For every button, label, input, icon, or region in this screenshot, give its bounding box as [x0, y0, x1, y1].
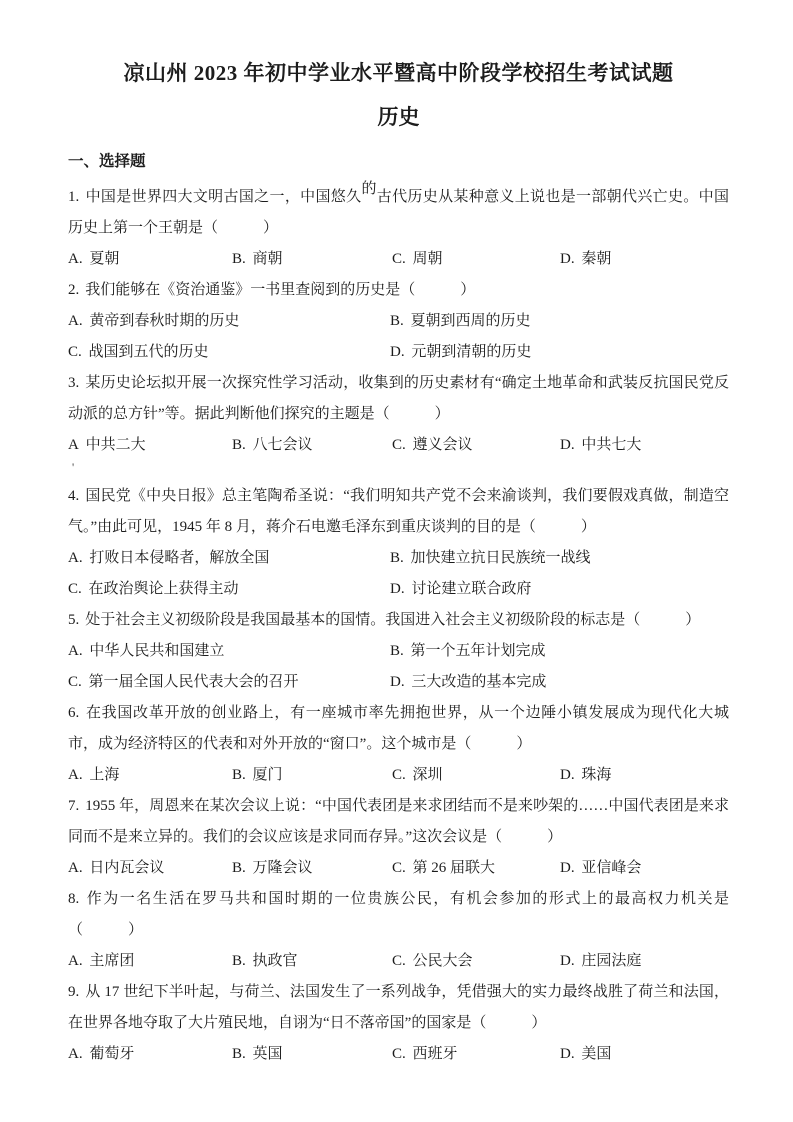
question-text-part: 从 17 世纪下半叶起，与荷兰、法国发生了一系列战争，凭借强大的实力最终战胜了荷兰和法国，在世界各地夺取了大片殖民地，自诩为“日不落帝国”的国家是（ ）	[68, 984, 729, 1031]
option-label: B.	[232, 953, 246, 969]
option-d	[390, 574, 729, 605]
question-text-part: 处于社会主义初级阶段是我国最基本的国情。我国进入社会主义初级阶段的标志是（ ）	[85, 612, 701, 628]
option-label: A.	[68, 953, 83, 969]
option-text: 在政治舆论上获得主动	[88, 581, 239, 597]
option-c	[392, 430, 560, 461]
option-b	[232, 853, 392, 884]
subject-title: 历史	[377, 105, 420, 129]
option-label: A.	[68, 643, 83, 659]
option-a	[68, 306, 390, 337]
option-label: D.	[560, 953, 575, 969]
option-label: A.	[68, 251, 83, 267]
option-text: 秦朝	[581, 251, 612, 267]
option-label: C.	[68, 581, 82, 597]
question-text-part: 古代历史从某种意义上说也是一部朝代兴亡史。中国历史上第一个王朝是（ ）	[68, 189, 729, 236]
option-b	[232, 430, 392, 461]
question-number: 8.	[68, 891, 80, 907]
question-5-text	[68, 605, 729, 636]
option-c	[392, 1039, 560, 1070]
superscript-char: 的	[361, 180, 377, 197]
option-label: D.	[390, 674, 405, 690]
option-label: C.	[392, 1046, 406, 1062]
option-label: A.	[68, 313, 83, 329]
option-text: 第一届全国人民代表大会的召开	[88, 674, 299, 690]
question-6-options	[68, 760, 729, 791]
option-c	[68, 667, 390, 698]
option-text: 商朝	[252, 251, 283, 267]
option-label: C.	[392, 953, 406, 969]
option-label: D.	[560, 437, 575, 453]
option-label: C.	[68, 674, 82, 690]
option-a	[68, 636, 390, 667]
option-a	[68, 760, 232, 791]
option-label: D.	[560, 1046, 575, 1062]
option-d	[560, 430, 729, 461]
question-text-part: 我们能够在《资治通鉴》一书里查阅到的历史是（ ）	[85, 282, 476, 298]
option-d	[560, 946, 729, 977]
option-text: 第 26 届联大	[412, 860, 496, 876]
option-text: 三大改造的基本完成	[411, 674, 547, 690]
question-4-options	[68, 543, 729, 605]
option-label: D.	[390, 581, 405, 597]
option-text: 亚信峰会	[581, 860, 642, 876]
question-8-options	[68, 946, 729, 977]
option-text: 执政官	[252, 953, 298, 969]
option-c	[68, 574, 390, 605]
question-2	[68, 275, 729, 368]
question-6	[68, 698, 729, 791]
option-label: B.	[390, 550, 404, 566]
option-label: A	[68, 437, 79, 453]
option-text: 中共七大	[581, 437, 642, 453]
question-text-part: 中国是世界四大文明古国之一，中国悠久	[85, 189, 362, 205]
option-c	[68, 337, 390, 368]
question-number: 4.	[68, 488, 80, 504]
option-text: 上海	[89, 767, 120, 783]
option-d	[560, 244, 729, 275]
option-d	[390, 667, 729, 698]
option-label: C.	[392, 860, 406, 876]
option-b	[390, 306, 729, 337]
option-label: A.	[68, 1046, 83, 1062]
option-text: 厦门	[252, 767, 283, 783]
question-3-options	[68, 430, 729, 461]
option-label: A.	[68, 860, 83, 876]
option-text: 元朝到清朝的历史	[411, 344, 532, 360]
option-label: B.	[232, 437, 246, 453]
option-d	[560, 853, 729, 884]
section-heading: 一、选择题	[68, 153, 146, 170]
option-label: C.	[68, 344, 82, 360]
question-3-text	[68, 368, 729, 430]
option-text: 八七会议	[252, 437, 313, 453]
option-label: A.	[68, 550, 83, 566]
option-text: 夏朝到西周的历史	[410, 313, 531, 329]
option-label: B.	[232, 251, 246, 267]
option-text: 遵义会议	[412, 437, 473, 453]
question-7-options	[68, 853, 729, 884]
question-9-text	[68, 977, 729, 1039]
option-label: B.	[390, 313, 404, 329]
option-text: 中华人民共和国建立	[89, 643, 225, 659]
option-b	[232, 760, 392, 791]
option-label: A.	[68, 767, 83, 783]
option-d	[560, 760, 729, 791]
option-label: C.	[392, 251, 406, 267]
option-label: B.	[232, 860, 246, 876]
option-b	[390, 636, 729, 667]
option-text: 公民大会	[412, 953, 473, 969]
option-label: D.	[390, 344, 405, 360]
option-c	[392, 244, 560, 275]
question-5	[68, 605, 729, 698]
question-number: 1.	[68, 189, 80, 205]
option-text: 黄帝到春秋时期的历史	[89, 313, 240, 329]
question-2-text	[68, 275, 729, 306]
question-5-options	[68, 636, 729, 698]
option-text: 美国	[581, 1046, 612, 1062]
page-title: 凉山州 2023 年初中学业水平暨高中阶段学校招生考试试题	[123, 61, 674, 85]
option-text: 万隆会议	[252, 860, 313, 876]
option-a	[68, 244, 232, 275]
question-text-part: 国民党《中央日报》总主笔陶希圣说：“我们明知共产党不会来渝谈判，我们要假戏真做，制造空气。”由此可见，1945 年 8 月，蒋介石电邀毛泽东到重庆谈判的目的是（ ）	[68, 488, 729, 535]
option-label: D.	[560, 860, 575, 876]
option-label: B.	[232, 767, 246, 783]
option-label: B.	[390, 643, 404, 659]
question-9	[68, 977, 729, 1070]
option-text: 英国	[252, 1046, 283, 1062]
option-text: 战国到五代的历史	[88, 344, 209, 360]
question-2-options	[68, 306, 729, 368]
option-text: 第一个五年计划完成	[410, 643, 546, 659]
question-9-options	[68, 1039, 729, 1070]
option-b	[232, 1039, 392, 1070]
option-a	[68, 430, 232, 461]
question-1	[68, 182, 729, 275]
option-label: B.	[232, 1046, 246, 1062]
option-text: 主席团	[89, 953, 135, 969]
question-4-text	[68, 481, 729, 543]
question-8	[68, 884, 729, 977]
option-d	[390, 337, 729, 368]
question-8-text	[68, 884, 729, 946]
question-number: 2.	[68, 282, 80, 298]
option-b	[232, 946, 392, 977]
question-4	[68, 481, 729, 605]
option-text: 日内瓦会议	[89, 860, 165, 876]
option-a	[68, 853, 232, 884]
question-3	[68, 368, 729, 481]
option-a	[68, 1039, 232, 1070]
option-label: D.	[560, 251, 575, 267]
question-7-text	[68, 791, 729, 853]
option-text: 夏朝	[89, 251, 120, 267]
question-number: 6.	[68, 705, 80, 721]
option-label: D.	[560, 767, 575, 783]
option-text: 葡萄牙	[89, 1046, 135, 1062]
option-text: 珠海	[581, 767, 612, 783]
option-d	[560, 1039, 729, 1070]
stray-print-mark: '	[72, 460, 75, 474]
question-number: 5.	[68, 612, 80, 628]
question-7	[68, 791, 729, 884]
option-c	[392, 853, 560, 884]
option-b	[390, 543, 729, 574]
option-a	[68, 946, 232, 977]
option-c	[392, 946, 560, 977]
option-text: 庄园法庭	[581, 953, 642, 969]
question-1-options	[68, 244, 729, 275]
question-list	[68, 182, 729, 1070]
option-text: 打败日本侵略者，解放全国	[89, 550, 270, 566]
option-text: 西班牙	[412, 1046, 458, 1062]
question-text-part: 在我国改革开放的创业路上，有一座城市率先拥抱世界，从一个边陲小镇发展成为现代化大城市，成为经济特区的代表和对外开放的“窗口”。这个城市是（ ）	[68, 705, 729, 752]
question-text-part: 作为一名生活在罗马共和国时期的一位贵族公民，有机会参加的形式上的最高权力机关是（ ）	[68, 891, 729, 938]
question-number: 9.	[68, 984, 80, 1000]
option-text: 加快建立抗日民族统一战线	[410, 550, 591, 566]
question-6-text	[68, 698, 729, 760]
option-c	[392, 760, 560, 791]
option-text: 中共二大	[85, 437, 146, 453]
option-label: C.	[392, 767, 406, 783]
option-b	[232, 244, 392, 275]
question-1-text	[68, 182, 729, 244]
question-text-part: 某历史论坛拟开展一次探究性学习活动，收集到的历史素材有“确定土地革命和武装反抗国民党反动派的总方针”等。据此判断他们探究的主题是（ ）	[68, 375, 729, 422]
question-text-part: 1955 年，周恩来在某次会议上说：“中国代表团是来求团结而不是来吵架的……中国代表团是来求同而不是来立异的。我们的会议应该是求同而存异。”这次会议是（ ）	[68, 798, 729, 845]
option-a	[68, 543, 390, 574]
question-number: 7.	[68, 798, 80, 814]
question-number: 3.	[68, 375, 80, 391]
option-text: 深圳	[412, 767, 443, 783]
option-label: C.	[392, 437, 406, 453]
option-text: 周朝	[412, 251, 443, 267]
option-text: 讨论建立联合政府	[411, 581, 532, 597]
